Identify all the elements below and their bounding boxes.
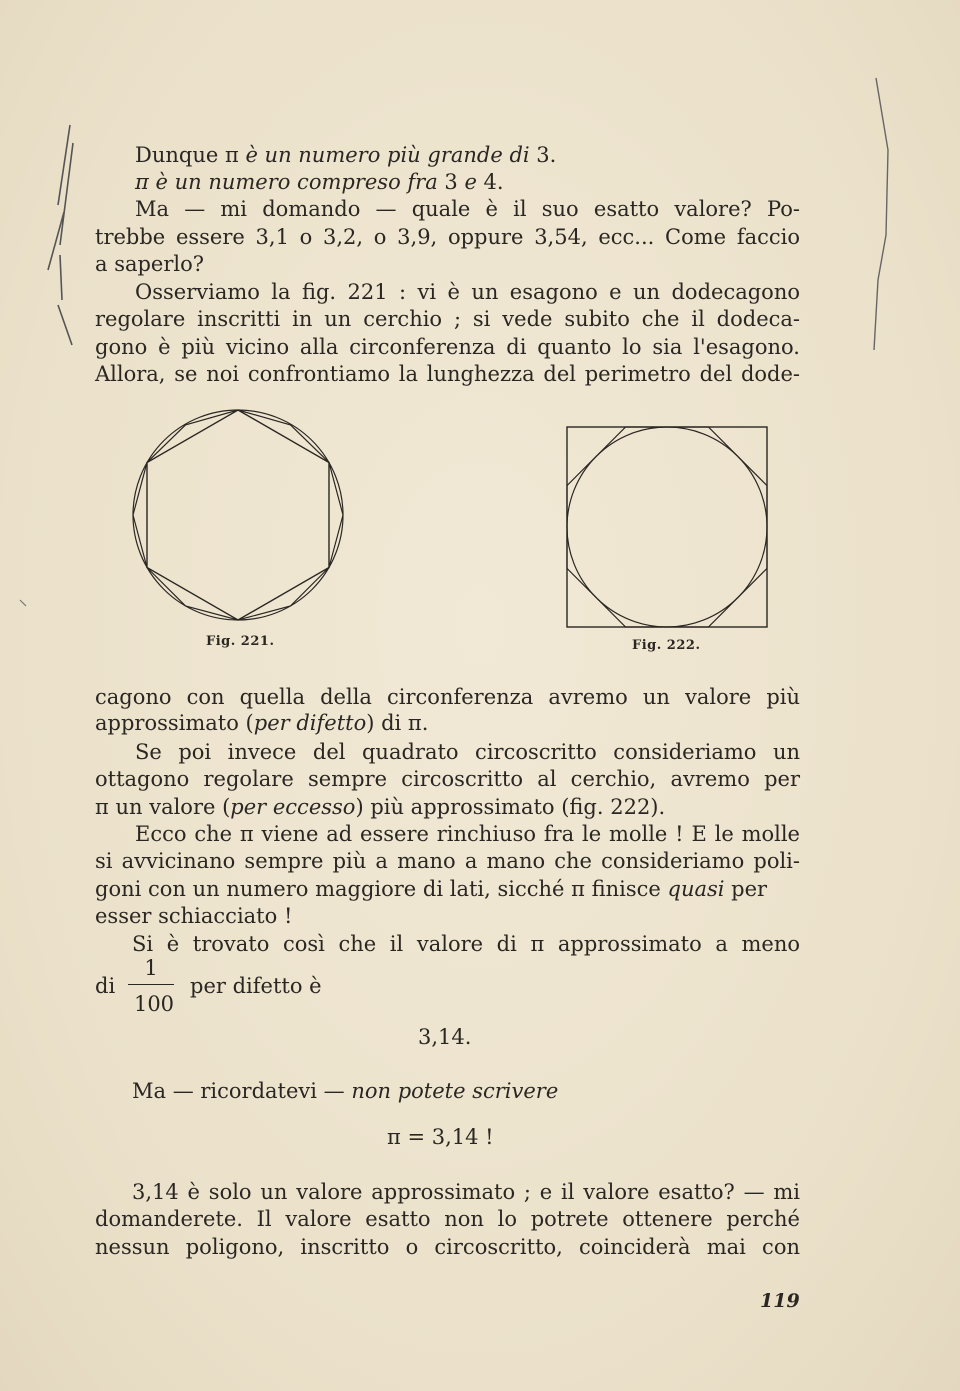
italic-run: e [464,170,477,194]
text-run: Ma — ricordatevi — [132,1079,352,1103]
fraction-prefix: di [95,974,116,998]
text-line: ottagono regolare sempre circoscritto al cerchio, avremo per [95,767,800,791]
text-run: goni con un numero maggiore di lati, sicché π finisce [95,877,668,901]
text-line: Ma — mi domando — quale è il suo esatto valore? Po- [135,197,800,221]
text-line [95,794,665,821]
text-run: 3 [437,170,465,194]
italic-run: è un numero più grande di [245,143,530,167]
figure-221-caption: Fig. 221. [206,634,275,649]
fraction-denominator: 100 [133,992,175,1016]
text-line: nessun poligono, inscritto o circoscritto, coinciderà mai con [95,1235,800,1259]
figure-221-hexagon-dodecagon [128,400,353,630]
text-line: Ecco che π viene ad essere rinchiuso fra le molle ! E le molle [135,822,800,846]
text-line [95,710,428,737]
fraction-numerator: 1 [144,956,158,980]
text-line: esser schiacciato ! [95,904,293,928]
text-line [132,1078,558,1105]
text-line [135,142,556,169]
text-run: π un valore ( [95,795,231,819]
equation: π = 3,14 ! [387,1125,494,1149]
text-line: cagono con quella della circonferenza avremo un valore più [95,685,800,709]
text-line: domanderete. Il valore esatto non lo potrete ottenere perché [95,1207,800,1231]
text-line: regolare inscritti in un cerchio ; si vede subito che il dodeca- [95,307,800,331]
text-run: ) di π. [366,711,429,735]
text-run: approssimato ( [95,711,254,735]
text-line: Se poi invece del quadrato circoscritto consideriamo un [135,740,800,764]
text-run: per [724,877,768,901]
text-line: trebbe essere 3,1 o 3,2, o 3,9, oppure 3,54, ecc... Come faccio [95,225,800,249]
fraction-bar [128,984,174,985]
page-number: 119 [760,1290,800,1312]
figure-222-caption: Fig. 222. [632,638,701,653]
text-line: per difetto è [190,974,322,998]
italic-run: è un numero compreso fra [155,170,438,194]
italic-run: non potete scrivere [351,1079,559,1103]
text-line [135,169,504,196]
text-line: Si è trovato così che il valore di π approssimato a meno [132,932,800,956]
text-line: si avvicinano sempre più a mano a mano che consideriamo poli- [95,849,800,873]
italic-run: π [135,170,156,194]
text-line [95,876,800,903]
text-line: 3,14 è solo un valore approssimato ; e il valore esatto? — mi [132,1180,800,1204]
italic-run: quasi [667,877,725,901]
text-line: a saperlo? [95,252,205,276]
text-line: gono è più vicino alla circonferenza di quanto lo sia l'esagono. [95,335,800,359]
italic-run: per difetto [253,711,367,735]
approx-value: 3,14. [418,1025,472,1049]
text-line: Osserviamo la fig. 221 : vi è un esagono e un dodecagono [135,280,800,304]
text-line: Allora, se noi confrontiamo la lunghezza del perimetro del dode- [95,362,800,386]
text-run: 4. [476,170,504,194]
text-run: ) più approssimato (fig. 222). [355,795,666,819]
figure-222-square-octagon [565,425,770,630]
italic-run: per eccesso [230,795,356,819]
text-run: 3. [529,143,557,167]
text-run: Dunque π [135,143,246,167]
